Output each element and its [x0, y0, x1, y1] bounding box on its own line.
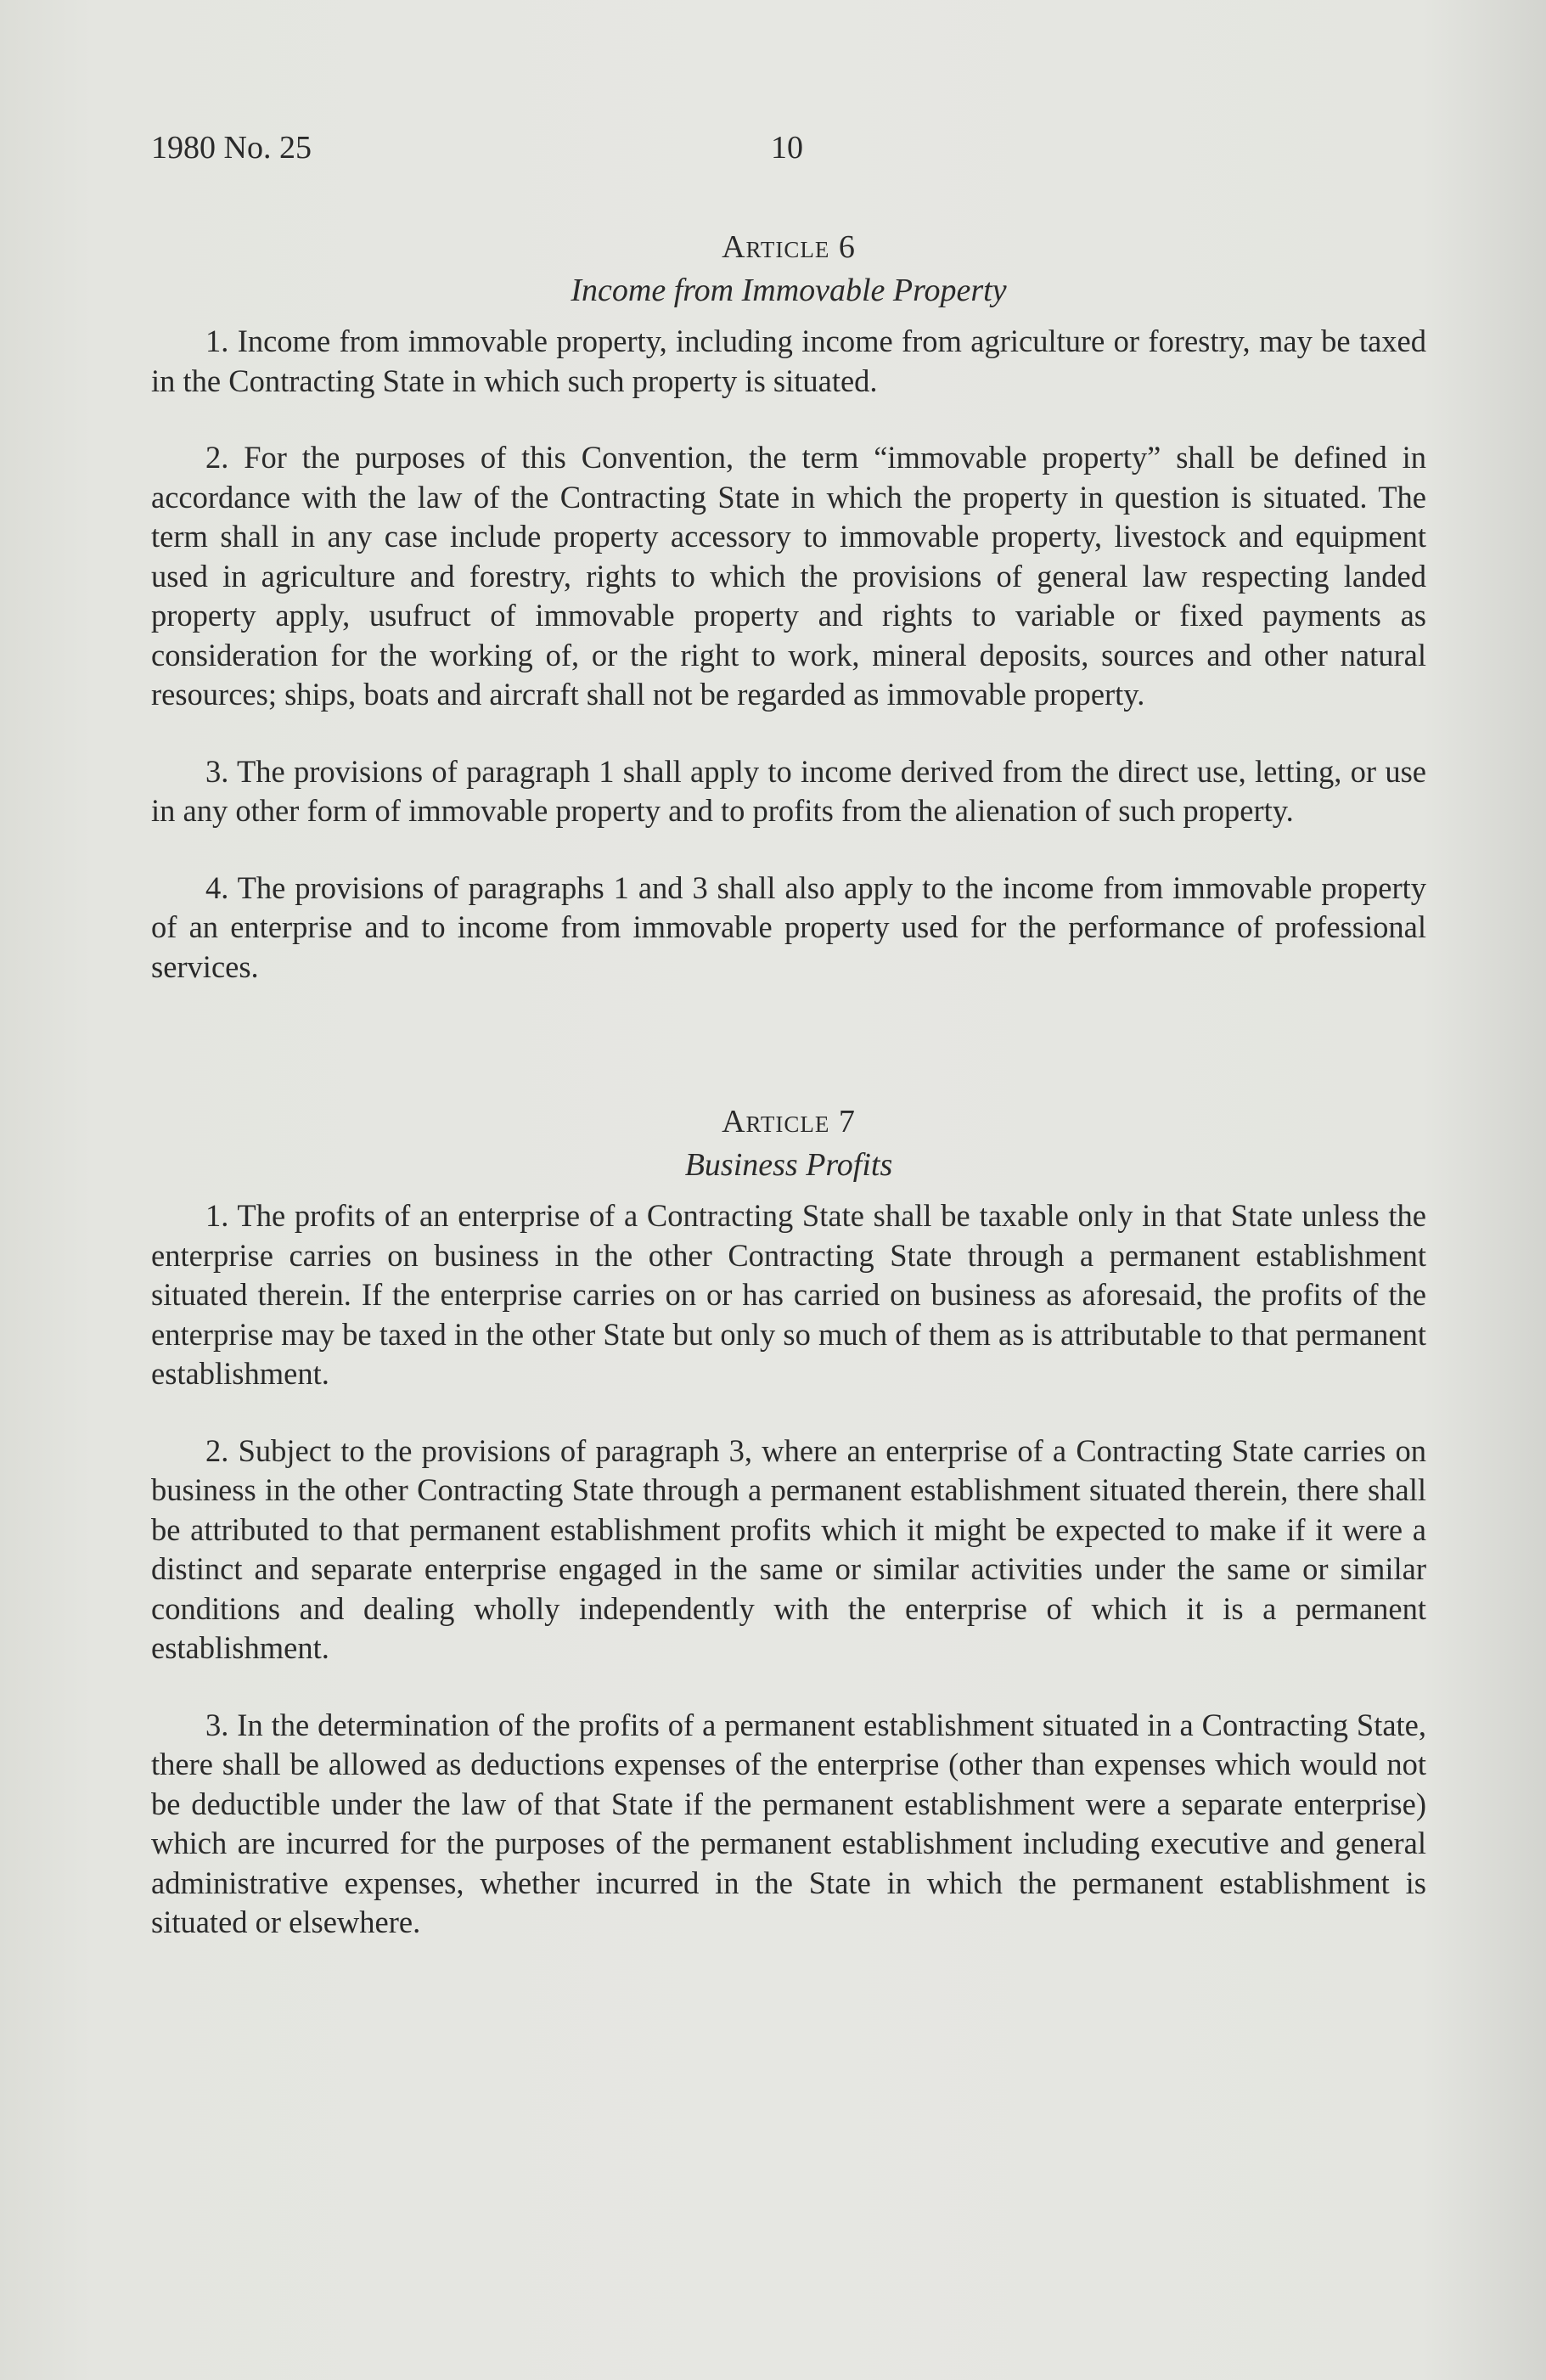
paragraph: 1. The profits of an enterprise of a Contracting State shall be taxable only in that State unless the enterprise carries on business in the other Contracting State through a permanent establishment situated therein. If the enterprise carries on or has carried on business as aforesaid, the profits of the enterprise may be taxed in the other State but only so much of them as is attributable to that permanent establishment.	[151, 1198, 1426, 1391]
paragraph: 2. For the purposes of this Convention, the term “immovable property” shall be defined in accordance with the law of the Contracting State in which the property in question is situated. The term shall in any case include property accessory to immovable property, livestock and equipment used in agriculture and forestry, rights to which the provisions of general law respecting landed property apply, usufruct of immovable property and rights to variable or fixed payments as consideration for the working of, or the right to work, mineral deposits, sources and other natural resources; ships, boats and aircraft shall not be regarded as immovable property.	[151, 440, 1426, 712]
paragraph: 1. Income from immovable property, including income from agriculture or forestry, may be taxed in the Contracting State in which such property is situated.	[151, 324, 1426, 398]
document-body	[151, 228, 1426, 1943]
article-title: Article 7	[722, 1104, 856, 1139]
document-reference: 1980 No. 25	[151, 130, 312, 166]
paragraph: 3. In the determination of the profits of a permanent establishment situated in a Contracting State, there shall be allowed as deductions expenses of the enterprise (other than expenses which would not be deductible under the law of that State if the permanent establishment were a separate enterprise) which are incurred for the purposes of the permanent establishment including executive and general administrative expenses, whether incurred in the State in which the permanent establishment is situated or elsewhere.	[151, 1707, 1426, 1939]
article-title: Article 6	[722, 229, 856, 265]
article-6	[151, 228, 1426, 987]
article-7	[151, 1102, 1426, 1943]
page-number: 10	[771, 130, 803, 166]
page-header	[151, 129, 1425, 180]
article-subtitle: Business Profits	[684, 1146, 893, 1183]
paragraph: 4. The provisions of paragraphs 1 and 3 shall also apply to the income from immovable property of an enterprise and to income from immovable property used for the performance of professional services.	[151, 869, 1426, 984]
article-subtitle: Income from Immovable Property	[571, 272, 1007, 308]
paragraph: 3. The provisions of paragraph 1 shall apply to income derived from the direct use, letting, or use in any other form of immovable property and to profits from the alienation of such property.	[151, 753, 1426, 828]
paragraph: 2. Subject to the provisions of paragraph 3, where an enterprise of a Contracting State carries on business in the other Contracting State through a permanent establishment situated therein, there shall be attributed to that permanent establishment profits which it might be expected to make if it were a distinct and separate enterprise engaged in the same or similar activities under the same or similar conditions and dealing wholly independently with the enterprise of which it is a permanent establishment.	[151, 1432, 1426, 1665]
